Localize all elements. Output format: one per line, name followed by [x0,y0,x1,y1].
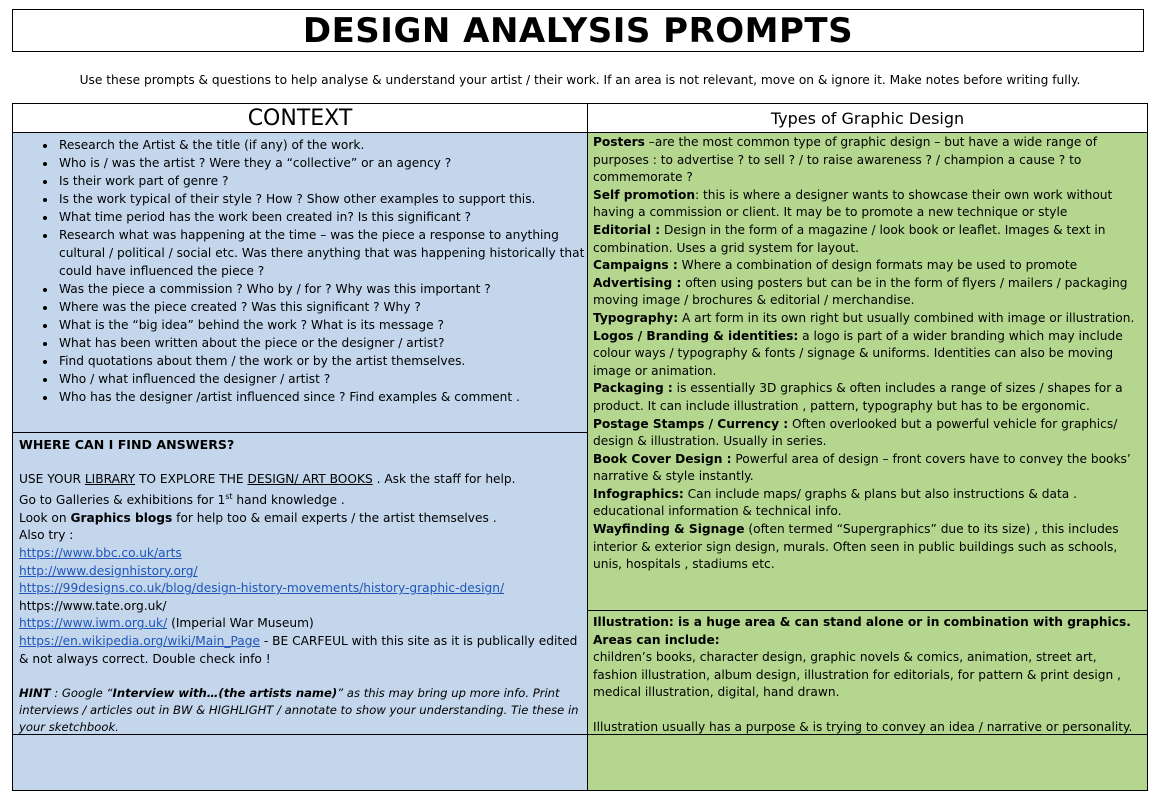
text: TO EXPLORE THE [135,471,248,486]
design-type-term: Postage Stamps / Currency : [593,416,789,431]
books-text: DESIGN/ ART BOOKS [247,471,373,486]
design-type-entry [593,187,1143,222]
illustration-closing: Illustration usually has a purpose & is trying to convey an idea / narrative or personality. [593,719,1133,734]
superscript: st [225,492,233,502]
design-type-entry [593,328,1143,381]
design-type-entry [593,451,1143,486]
design-type-term: Infographics: [593,486,684,501]
prompts-table [12,103,1148,791]
design-type-text: –are the most common type of graphic design – but have a wide range of purposes : to advertise ? to sell ? / to raise awareness ? / champion a cause ? to commemorate ? [593,135,1098,185]
design-type-text: is essentially 3D graphics & often includes a range of sizes / shapes for a product. It can include illustration , pattern, typography but has to be ergonomic. [593,381,1123,413]
link-bbc-arts[interactable]: https://www.bbc.co.uk/arts [19,546,182,561]
design-type-text: often using posters but can be in the form of flyers / mailers / packaging moving image / brochures & editorial / merchandise. [593,275,1128,308]
context-item: • Is the work typical of their style ? How ? Show other examples to support this. [57,190,587,208]
answers-blogs-line [19,510,587,528]
text: Look on [19,510,71,525]
link-iwm[interactable]: https://www.iwm.org.uk/ [19,616,168,631]
types-cell [588,133,1147,611]
design-type-term: Self promotion [593,187,695,202]
context-item: • Research the Artist & the title (if any) of the work. [57,136,587,154]
also-try-label: Also try : [19,528,74,543]
design-type-term: Advertising : [593,275,682,290]
answers-cell [13,433,588,735]
design-type-text: A art form in its own right but usually combined with image or illustration. [678,310,1135,325]
design-type-term: Wayfinding & Signage [593,522,745,537]
text: : Google “ [50,686,113,701]
context-item: • Where was the piece created ? Was this significant ? Why ? [57,298,587,316]
context-header [13,104,588,133]
design-type-entry [593,310,1143,328]
hint-text [19,685,587,736]
answers-galleries-line [19,488,587,510]
text: for help too & email experts / the artist themselves . [172,510,497,525]
design-type-term: Packaging : [593,381,673,396]
design-type-entry [593,380,1143,415]
empty-right-cell [588,735,1147,790]
text: Go to Galleries & exhibitions for 1 [19,493,226,508]
context-item: • Research what was happening at the time – was the piece a response to anything cultural / political / social etc. Was there anything that was happening historically that could have influenced the piece ? [57,226,587,280]
design-type-entry [593,222,1143,257]
text: ” as this may bring up more info. Print interviews / articles out in BW & HIGHLIGHT / annotate to show your understanding. Tie these in your sketchbook. [19,686,579,735]
link-design-history[interactable]: http://www.designhistory.org/ [19,563,198,578]
text: hand knowledge . [232,493,345,508]
link-wikipedia[interactable]: https://en.wikipedia.org/wiki/Main_Page [19,634,260,648]
design-type-term: Editorial : [593,222,661,237]
text: USE YOUR [19,471,85,486]
illustration-heading: Illustration: is a huge area & can stand alone or in combination with graphics. [593,615,1131,629]
design-type-entry [593,416,1143,451]
hint-label: HINT [19,686,51,701]
text: . Ask the staff for help. [372,471,516,486]
illustration-areas-label: Areas can include: [593,632,720,647]
illustration-cell [588,611,1147,735]
design-type-text: Powerful area of design – front covers have to convey the books’ narrative & style instantly. [593,451,1131,484]
context-item: • Is their work part of genre ? [57,172,587,190]
answers-heading: WHERE CAN I FIND ANSWERS? [19,437,235,452]
iwm-note: (Imperial War Museum) [167,616,314,631]
design-type-term: Logos / Branding & identities: [593,328,799,343]
hint-bold: Interview with…(the artists name) [112,686,338,701]
blogs-text: Graphics blogs [70,510,173,525]
context-list [13,136,587,406]
empty-left-cell [13,735,588,790]
context-item: • Find quotations about them / the work or by the artist themselves. [57,352,587,370]
context-item: • Who is / was the artist ? Were they a “collective” or an agency ? [57,154,587,172]
design-type-text: (often termed “Supergraphics” due to its size) , this includes interior & exterior sign design, murals. Often seen in public buildings such as schools, unis, hospitals , stadiums etc. [593,522,1119,572]
context-item: • Who / what influenced the designer / artist ? [57,370,587,388]
design-type-term: Posters [593,135,645,149]
types-list [588,133,1147,574]
design-type-entry [593,134,1143,187]
context-cell [13,133,588,433]
design-type-term: Book Cover Design : [593,451,732,466]
library-text: LIBRARY [84,471,136,486]
wiki-note: - BE CARFEUL with this site as it is publically edited & not always correct. Double check info ! [19,634,578,666]
context-item: • What is the “big idea” behind the work ? What is its message ? [57,316,587,334]
answers-library-line [19,471,587,489]
page-title: DESIGN ANALYSIS PROMPTS [12,9,1144,52]
design-type-text: : this is where a designer wants to showcase their own work without having a commission or client. It may be to promote a new technique or style [593,187,1113,220]
context-item: • What has been written about the piece or the designer / artist? [57,334,587,352]
design-type-entry [593,521,1143,574]
design-type-entry [593,257,1143,275]
design-type-text: Where a combination of design formats may be used to promote [677,258,1078,273]
types-header [588,104,1147,133]
context-item: • Who has the designer /artist influenced since ? Find examples & comment . [57,388,587,406]
context-item: • What time period has the work been created in? Is this significant ? [57,208,587,226]
context-item: • Was the piece a commission ? Who by / for ? Why was this important ? [57,280,587,298]
intro-text: Use these prompts & questions to help analyse & understand your artist / their work. If an area is not relevant, move on & ignore it. Make notes before writing fully. [79,73,1081,87]
design-type-term: Typography: [593,310,679,325]
illustration-areas: children’s books, character design, graphic novels & comics, animation, street art, fashion illustration, album design, illustration for editorials, for pattern & print design , medical illustration, digital, hand drawn. [593,650,1121,700]
tate-link-text: https://www.tate.org.uk/ [19,598,167,613]
design-type-text: a logo is part of a wider branding which may include colour ways / typography & fonts / signage & uniforms. Identities can also be moving image or animation. [593,328,1123,378]
design-type-text: Often overlooked but a powerful vehicle for graphics/ design & illustration. Usually in series. [593,416,1118,449]
context-heading: CONTEXT [247,105,353,131]
design-type-text: Can include maps/ graphs & plans but also instructions & data . educational information & technical info. [593,486,1077,519]
design-type-term: Campaigns : [593,258,678,273]
design-type-entry [593,486,1143,521]
link-99designs[interactable]: https://99designs.co.uk/blog/design-history-movements/history-graphic-design/ [19,581,505,596]
design-type-entry [593,275,1143,310]
types-heading: Types of Graphic Design [770,108,965,128]
design-type-text: Design in the form of a magazine / look book or leaflet. Images & text in combination. Uses a grid system for layout. [593,222,1106,255]
